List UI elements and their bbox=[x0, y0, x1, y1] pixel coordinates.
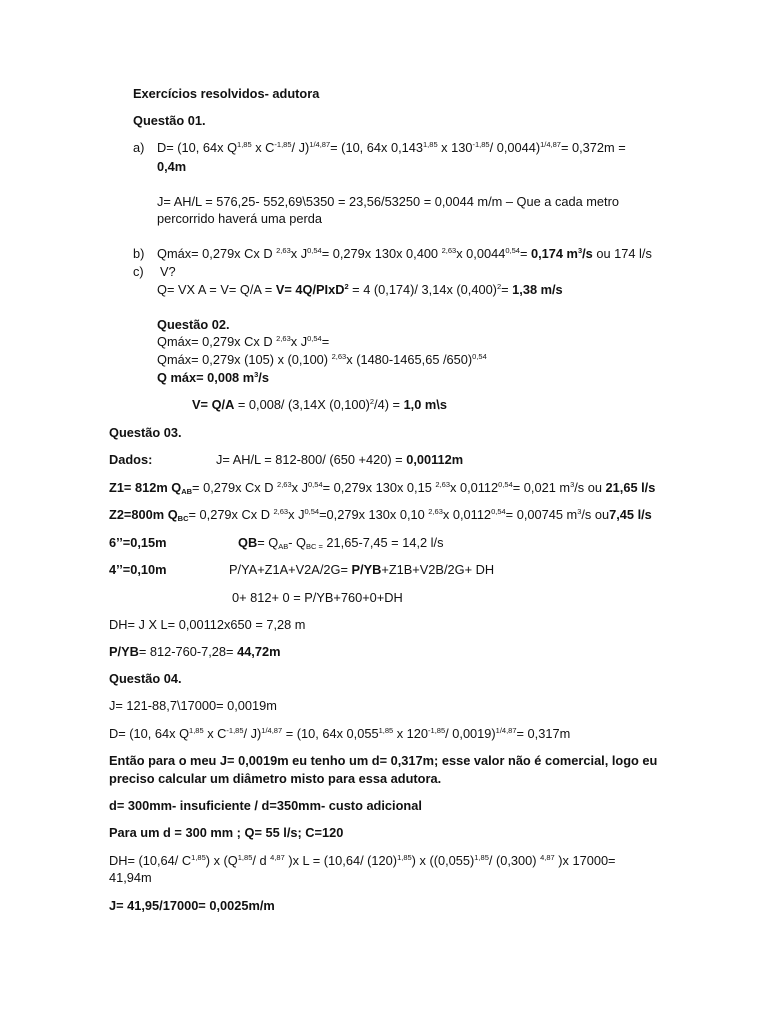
q2-line-1: Qmáx= 0,279x Cx D $^{2,63}$x J$^{0,54}$= bbox=[157, 334, 330, 349]
q4-dh-line-2: 41,94m bbox=[109, 870, 152, 885]
q4-d-line: D= (10, 64x Q$^{1,85}$ x $C^{-1,85}/$ J)$^{1/4,87}$ = (10, 64x 0,055$^{1,85}$ x $120^{-1,85}/$ 0,0019)$^{1/4,87}$= 0,317m bbox=[109, 726, 571, 741]
q2-line-4: V= Q/A = 0,008/ (3,14X $(0,100)^2/4) = 1,0$ m\s bbox=[192, 397, 447, 412]
q3-heading: Questão 03. bbox=[109, 425, 182, 440]
q4-params: Para um d = 300 mm ; Q= 55 l/s; C=120 bbox=[109, 825, 344, 840]
q1-heading: Questão 01. bbox=[133, 113, 206, 128]
q2-heading: Questão 02. bbox=[157, 317, 230, 332]
q4-dh-line-1: DH= (10,64/ C$^{1,85}$) x ($Q^{1,85}/$ d $^{4,87}$ )x L = (10,64/ $(120)^{1,85}$) x ($(0,055)^{1,85}/$ (0,300) $^{4,87}$ )x 17000= bbox=[109, 853, 616, 868]
q2-line-3: Q máx= 0,008 $m^3/s$ bbox=[157, 370, 269, 385]
q1-a-formula: D= (10, 64x Q$^{1,85}$ x $C^{-1,85}/$ J)$^{1/4,87}$= (10, 64x 0,143$^{1,85}$ x $130^{-1,85}/$ 0,0044)$^{1/4,87}$= 0,372m = bbox=[157, 140, 626, 155]
q4-j-line: J= 121-88,7\17000= 0,0019m bbox=[109, 698, 277, 713]
q4-diameter-choice: d= 300mm- insuficiente / d=350mm- custo adicional bbox=[109, 798, 422, 813]
q1-c-formula: Q= VX A = V= Q/A = V= 4Q/PIxD$^2$ = 4 (0,174)/ 3,14x $(0,400)^2= 1,38$ m/s bbox=[157, 282, 563, 297]
q3-dh-line: DH= J X L= 0,00112x650 = 7,28 m bbox=[109, 617, 306, 632]
q3-diameter-6: 6’’=0,15m bbox=[109, 535, 167, 550]
q3-j-line: J= AH/L = 812-800/ (650 +420) = 0,00112m bbox=[216, 452, 464, 467]
q1-item-c-marker: c) bbox=[133, 264, 144, 279]
q3-bernoulli-1: P/YA+Z1A+V2A/2G= P/YB+Z1B+V2B/2G+ DH bbox=[229, 562, 495, 577]
q3-bernoulli-2: 0+ 812+ 0 = P/YB+760+0+DH bbox=[232, 590, 403, 605]
q1-c-text: V? bbox=[160, 264, 176, 279]
q1-item-b-marker: b) bbox=[133, 246, 145, 261]
q1-j-line-1: J= AH/L = 576,25- 552,69\5350 = 23,56/53250 = 0,0044 m/m – Que a cada metro bbox=[157, 194, 619, 209]
q1-a-result: 0,4m bbox=[157, 159, 187, 174]
q3-diameter-4: 4’’=0,10m bbox=[109, 562, 167, 577]
q4-j-final: J= 41,95/17000= 0,0025m/m bbox=[109, 898, 275, 913]
q4-conclusion-1: Então para o meu J= 0,0019m eu tenho um d= 0,317m; esse valor não é comercial, logo eu bbox=[109, 753, 658, 768]
q3-pyb-line: P/YB= 812-760-7,28= 44,72m bbox=[109, 644, 281, 659]
q3-qb-line: $QB= Q_{AB}-$ $Q_{BC =}$ 21,65-7,45 = 14,2 l/s bbox=[238, 535, 444, 551]
q1-item-a-marker: a) bbox=[133, 140, 145, 155]
q4-conclusion-2: preciso calcular um diâmetro misto para essa adutora. bbox=[109, 771, 442, 786]
q4-heading: Questão 04. bbox=[109, 671, 182, 686]
q3-z2-line: Z2=800m $Q_{BC}= 0,279x$ Cx D $^{2,63}$x J$^{0,54}$=0,279x 130x 0,10 $^{2,63}$x $0,0112^{0,54}= 0,00745$ $m^3/s$ ou7,45 l/s bbox=[109, 507, 652, 523]
q3-dados-label: Dados: bbox=[109, 452, 153, 467]
q2-line-2: Qmáx= 0,279x (105) x (0,100) $^{2,63}$x (1480-1465,65 /650)$^{0,54}$ bbox=[157, 352, 487, 367]
q3-z1-line: Z1= 812m $Q_{AB}= 0,279x$ Cx D $^{2,63}$x J$^{0,54}$= 0,279x 130x 0,15 $^{2,63}$x $0,0112^{0,54}= 0,021$ $m^3/s$ ou 21,65 l/s bbox=[109, 480, 656, 496]
q1-j-line-2: percorrido haverá uma perda bbox=[157, 211, 323, 226]
q1-b-formula: Qmáx= 0,279x Cx D $^{2,63}$x J$^{0,54}$= 0,279x 130x 0,400 $^{2,63}$x $0,0044^{0,54}= 0,174$ $m^3/s$ ou 174 l/s bbox=[157, 246, 652, 261]
document-title: Exercícios resolvidos- adutora bbox=[133, 86, 320, 101]
